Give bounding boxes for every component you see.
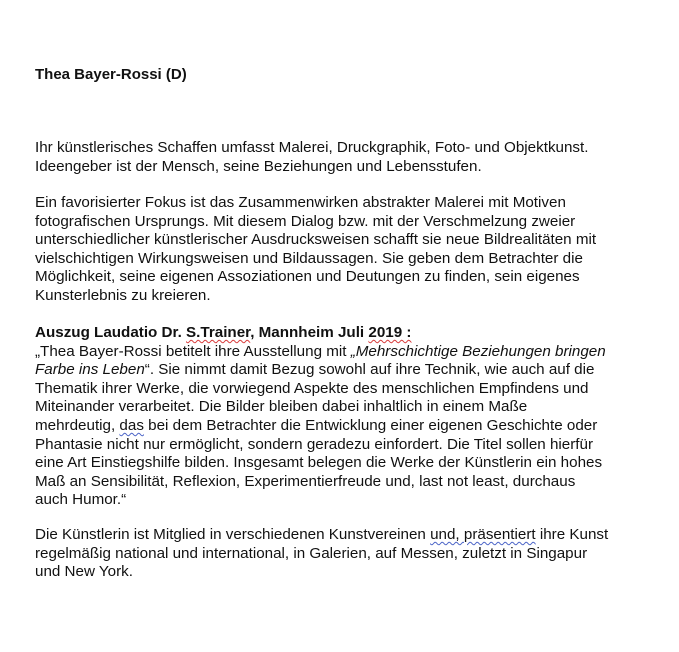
exhibition-title-cont: Farbe ins Leben [35, 361, 145, 379]
text-line: Kunsterlebnis zu kreieren. [35, 286, 211, 304]
heading-text: Auszug Laudatio Dr. [35, 324, 187, 341]
paragraph-intro [35, 139, 588, 176]
text-segment: “. Sie nimmt damit Bezug sowohl auf ihre Technik, wie auch auf die [144, 361, 595, 379]
text-line: Phantasie nicht nur ermöglicht, sondern geradezu einfordert. Die Titel sollen hierfür [35, 435, 594, 453]
text-line: unterschiedlicher künstlerischer Ausdrucksweisen schafft sie neue Bildrealitäten mit [35, 231, 597, 249]
text-segment: mehrdeutig, [35, 416, 120, 434]
text-line: Ihr künstlerisches Schaffen umfasst Malerei, Druckgraphik, Foto- und Objektkunst. [35, 139, 589, 156]
text-line: Thematik ihrer Werke, die vorwiegend Aspekte des menschlichen Empfindens und [35, 379, 589, 397]
exhibition-title: „Mehrschichtige Beziehungen bringen [350, 342, 606, 360]
text-line [35, 526, 608, 545]
text-line: vielschichtigen Wirkungsweisen und Bildaussagen. Sie geben dem Betrachter die [35, 249, 583, 267]
text-line: Maß an Sensibilität, Reflexion, Experimentierfreude und, last not least, durchaus [35, 472, 576, 490]
heading-text: , Mannheim Juli [250, 324, 369, 341]
text-line: Möglichkeit, seine eigenen Assoziationen und Deutungen zu finden, sein eigenes [35, 268, 580, 286]
text-segment: „Thea Bayer-Rossi betitelt ihre Ausstellung mit [35, 342, 351, 360]
text-line [35, 361, 606, 380]
heading-year: 2019 : [368, 324, 412, 341]
text-segment: ihre Kunst [535, 526, 609, 543]
paragraph-focus [35, 194, 596, 306]
text-line [35, 343, 606, 362]
text-line: eine Art Einstiegshilfe bilden. Insgesamt belegen die Werke der Künstlerin ein hohes [35, 454, 603, 472]
laudatio-heading [35, 324, 606, 343]
paragraph-membership [35, 526, 608, 582]
document-title: Thea Bayer-Rossi (D) [35, 66, 187, 83]
text-line: Ein favorisierter Fokus ist das Zusammenwirken abstrakter Malerei mit Motiven [35, 194, 566, 211]
text-segment: bei dem Betrachter die Entwicklung einer eigenen Geschichte oder [143, 416, 598, 434]
grammar-marked-word: das [119, 416, 144, 434]
text-line: und New York. [35, 563, 133, 581]
grammar-marked-phrase: und, präsentiert [430, 526, 536, 543]
laudatio-section [35, 324, 606, 510]
text-segment: Die Künstlerin ist Mitglied in verschiedenen Kunstvereinen [35, 526, 431, 543]
text-line [35, 417, 606, 436]
text-line: Miteinander verarbeitet. Die Bilder bleiben dabei inhaltlich in einem Maße [35, 398, 528, 416]
text-line: regelmäßig national und international, in Galerien, auf Messen, zuletzt in Singapur [35, 544, 588, 562]
text-line: auch Humor.“ [35, 491, 127, 509]
heading-author: S.Trainer [186, 324, 251, 341]
text-line: Ideengeber ist der Mensch, seine Beziehungen und Lebensstufen. [35, 157, 482, 175]
text-line: fotografischen Ursprungs. Mit diesem Dialog bzw. mit der Verschmelzung zweier [35, 212, 576, 230]
